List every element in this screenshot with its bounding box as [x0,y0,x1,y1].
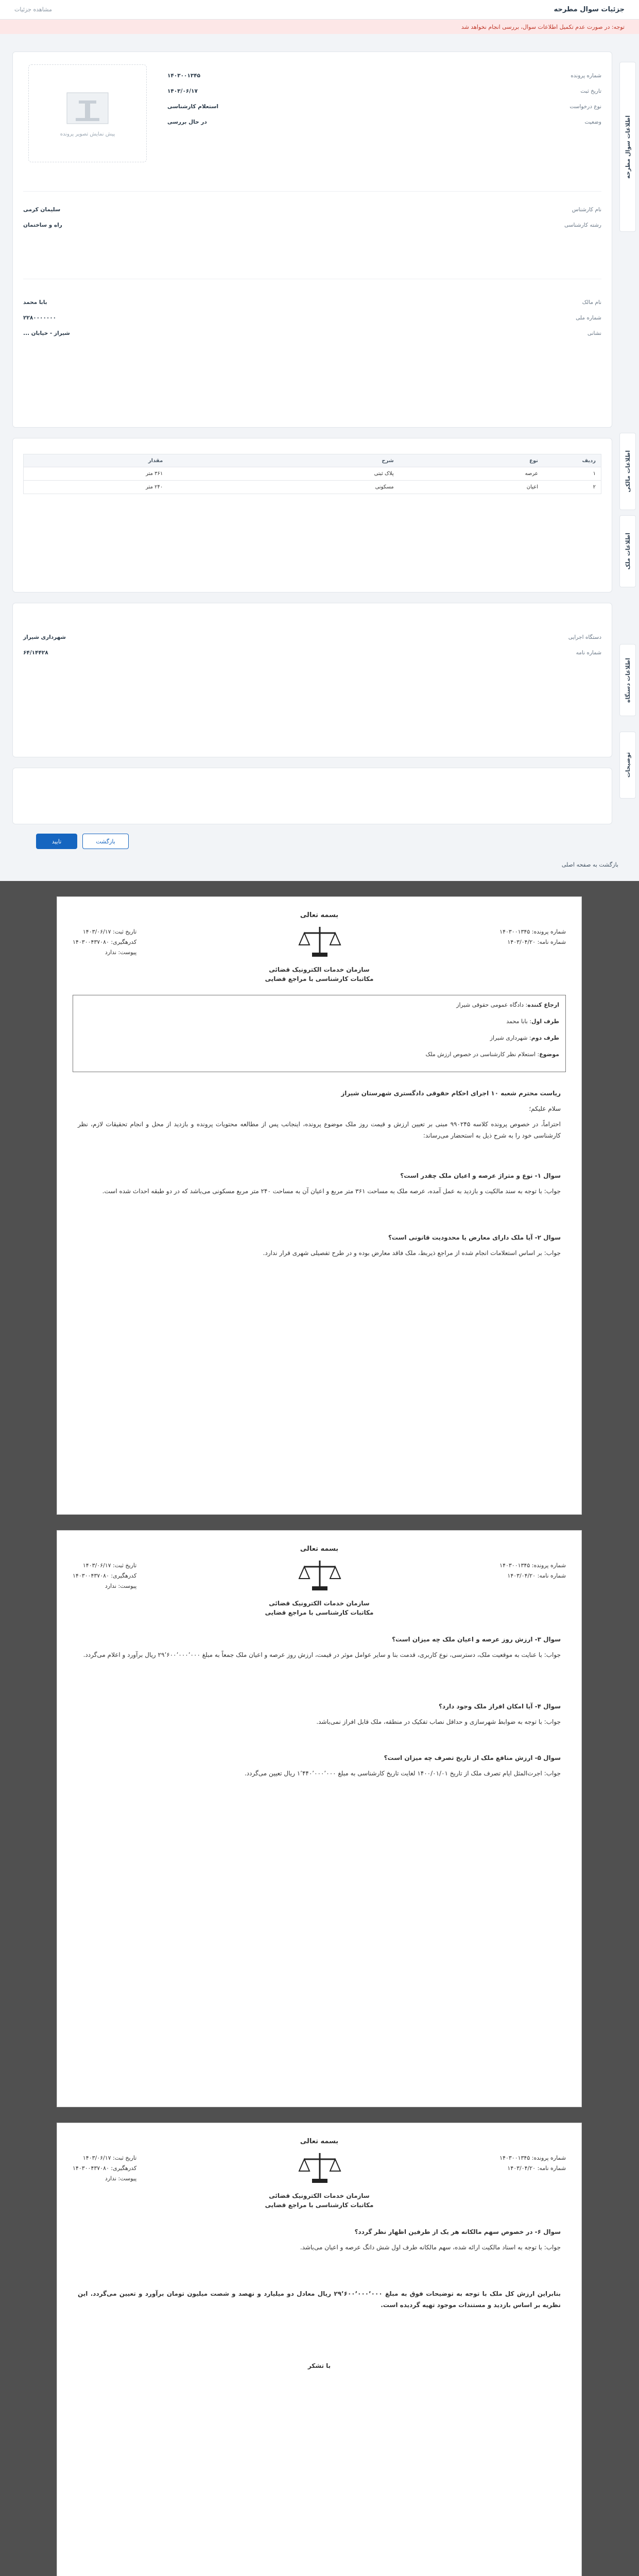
page-meta-right: شماره پرونده: ۱۴۰۳۰۰۱۳۴۵ شماره نامه: ۱۴۰۳/۰۴/۲۰ [499,2155,566,2172]
detail-row: وضعیت در حال بررسی [167,119,601,125]
answer: جواب: اجرت‌المثل ایام تصرف ملک از تاریخ ۱۴۰۰/۰۱/۰۱ لغایت تاریخ کارشناسی به مبلغ ۱٬۴۴۰٬۰۰۰٬۰۰۰ ریال تعیین می‌گردد. [244,1770,561,1777]
organization-name: سازمان خدمات الکترونیک قضائی مکاتبات کارشناسی با مراجع قضایی [265,1600,374,1616]
page-meta-left: تاریخ ثبت: ۱۴۰۳/۰۶/۱۷ کدرهگیری: ۱۴۰۳۰۰۴۳۷۰۸۰ پیوست: ندارد [73,2155,137,2182]
document-page [57,2123,582,2576]
page-subtitle: مشاهده جزئیات [14,6,52,13]
question: سوال ۶- در خصوص سهم مالکانه هر یک از طرفین اظهار نظر گردد؟ [354,2228,561,2235]
detail-row: تاریخ ثبت ۱۴۰۳/۰۶/۱۷ [167,88,601,94]
tab-owner-info[interactable]: اطلاعات مالکی [619,433,636,510]
judiciary-emblem-icon [294,922,346,963]
owner-row: نام مالک بابا محمد [23,299,601,306]
device-card [12,603,612,757]
greeting: سلام علیکم؛ [529,1105,561,1112]
question-details-card [12,52,612,428]
page-meta-left: تاریخ ثبت: ۱۴۰۳/۰۶/۱۷ کدرهگیری: ۱۴۰۳۰۰۴۳۷۰۸۰ پیوست: ندارد [73,1562,137,1589]
answer: جواب: با توجه به ضوابط شهرسازی و حداقل نصاب تفکیک در منطقه، ملک قابل افراز نمی‌باشد. [316,1718,561,1725]
table-row: ۲ اعیان مسکونی ۲۴۰ متر [23,481,601,494]
answer: جواب: با عنایت به موقعیت ملک، دسترسی، نوع کاربری، قدمت بنا و سایر عوامل موثر در قیمت، ارزش روز عرصه و اعیان ملک جمعاً به مبلغ ۲۹٬۶۰۰٬۰۰۰٬۰۰۰ ریال برآورد و اعلام می‌گردد. [83,1651,561,1658]
question: سوال ۵- ارزش منافع ملک از تاریخ تصرف چه میزان است؟ [384,1754,561,1761]
owner-row: نشانی شیراز - خیابان ... [23,330,601,336]
device-row: شماره نامه ۶۴/۱۴۴۲۸ [23,650,601,656]
image-placeholder-label: پیش نمایش تصویر پرونده [60,131,115,137]
detail-row: شماره پرونده ۱۴۰۳۰۰۱۳۴۵ [167,73,601,79]
answer: جواب: با توجه به سند مالکیت و بازدید به عمل آمده، عرصه ملک به مساحت ۳۶۱ متر مربع و اعیان آن به مساحت ۲۴۰ متر مربع مسکونی می‌باشد که در دو طبقه احداث شده است. [102,1188,561,1195]
question: سوال ۲- آیا ملک دارای معارض یا محدودیت قانونی است؟ [388,1234,561,1241]
device-row: دستگاه اجرایی شهرداری شیراز [23,634,601,640]
tab-question-info[interactable]: اطلاعات سوال مطرحه [619,62,636,232]
table-row: ۱ عرصه پلاک ثبتی ۳۶۱ متر [23,467,601,481]
document-page [57,1530,582,2107]
app-screen [0,0,639,881]
closing: با تشکر [307,2362,331,2369]
page-header: بسمه تعالی [300,2138,339,2145]
tab-description[interactable]: توضیحات [619,732,636,799]
page-meta-right: شماره پرونده: ۱۴۰۳۰۰۱۳۴۵ شماره نامه: ۱۴۰۳/۰۴/۲۰ [499,1562,566,1579]
confirm-button[interactable]: تایید [36,834,77,849]
answer: جواب: با توجه به اسناد مالکیت ارائه شده، سهم مالکانه طرف اول شش دانگ عرصه و اعیان می‌باشد. [300,2244,561,2251]
divider [23,191,601,192]
page-header: بسمه تعالی [300,911,339,919]
back-button[interactable]: بازگشت [82,834,129,849]
home-link[interactable]: بازگشت به صفحه اصلی [561,861,618,868]
judiciary-emblem-icon [294,1555,346,1597]
detail-row: نوع درخواست استعلام کارشناسی [167,104,601,110]
question: سوال ۱- نوع و متراژ عرصه و اعیان ملک چقدر است؟ [400,1172,561,1179]
description-card [12,768,612,824]
notice-banner: توجه: در صورت عدم تکمیل اطلاعات سوال، بررسی انجام نخواهد شد [0,20,639,34]
page-header: بسمه تعالی [300,1545,339,1553]
conclusion: بنابراین ارزش کل ملک با توجه به توضیحات فوق به مبلغ ۲۹٬۶۰۰٬۰۰۰٬۰۰۰ ریال معادل دو میلیارد و نهصد و شصت میلیون تومان برآورد و تعیین می‌گردد. این نظریه بر اساس بازدید و مستندات موجود تهیه گردیده است. [78,2290,561,2309]
tab-property-info[interactable]: اطلاعات ملک [619,515,636,587]
organization-name: سازمان خدمات الکترونیک قضائی مکاتبات کارشناسی با مراجع قضایی [265,2192,374,2209]
topbar [0,0,639,20]
page-meta-right: شماره پرونده: ۱۴۰۳۰۰۱۳۴۵ شماره نامه: ۱۴۰۳/۰۴/۲۰ [499,928,566,945]
answer: جواب: بر اساس استعلامات انجام شده از مراجع ذیربط، ملک فاقد معارض بوده و در طرح تفصیلی شهری قرار ندارد. [263,1249,561,1257]
paragraph: احتراماً، در خصوص پرونده کلاسه ۹۹۰۲۴۵ مبنی بر تعیین ارزش و قیمت روز ملک موضوع پرونده، اینجانب پس از مطالعه محتویات پرونده و بازدید از محل و انجام تحقیقات لازم، نظر کارشناسی خود را به شرح ذیل به استحضار می‌رساند: [78,1121,561,1139]
judiciary-emblem-icon [294,2148,346,2189]
tab-device-info[interactable]: اطلاعات دستگاه [619,644,636,716]
page-title: جزئیات سوال مطرحه [554,6,625,13]
owner-row: شماره ملی ۲۲۸۰۰۰۰۰۰۰ [23,315,601,321]
detail-row: نام کارشناس سلیمان کرمی [23,207,601,213]
table-header: ردیف نوع شرح مقدار [23,454,601,467]
case-info-box: ارجاع کننده: دادگاه عمومی حقوقی شیراز طرف اول: بابا محمد طرف دوم: شهرداری شیراز موضوع: استعلام نظر کارشناسی در خصوص ارزش ملک [73,995,566,1072]
question: سوال ۴- آیا امکان افراز ملک وجود دارد؟ [439,1703,561,1710]
salutation: ریاست محترم شعبه ۱۰ اجرای احکام حقوقی دادگستری شهرستان شیراز [341,1090,561,1097]
document-image-icon [64,90,111,126]
organization-name: سازمان خدمات الکترونیک قضائی مکاتبات کارشناسی با مراجع قضایی [265,966,374,982]
property-card [12,438,612,592]
detail-row: رشته کارشناسی راه و ساختمان [23,222,601,228]
page-meta-left: تاریخ ثبت: ۱۴۰۳/۰۶/۱۷ کدرهگیری: ۱۴۰۳۰۰۴۳۷۰۸۰ پیوست: ندارد [73,928,137,956]
question: سوال ۳- ارزش روز عرصه و اعیان ملک چه میزان است؟ [392,1636,561,1643]
image-placeholder [28,64,147,162]
document-page [57,896,582,1515]
